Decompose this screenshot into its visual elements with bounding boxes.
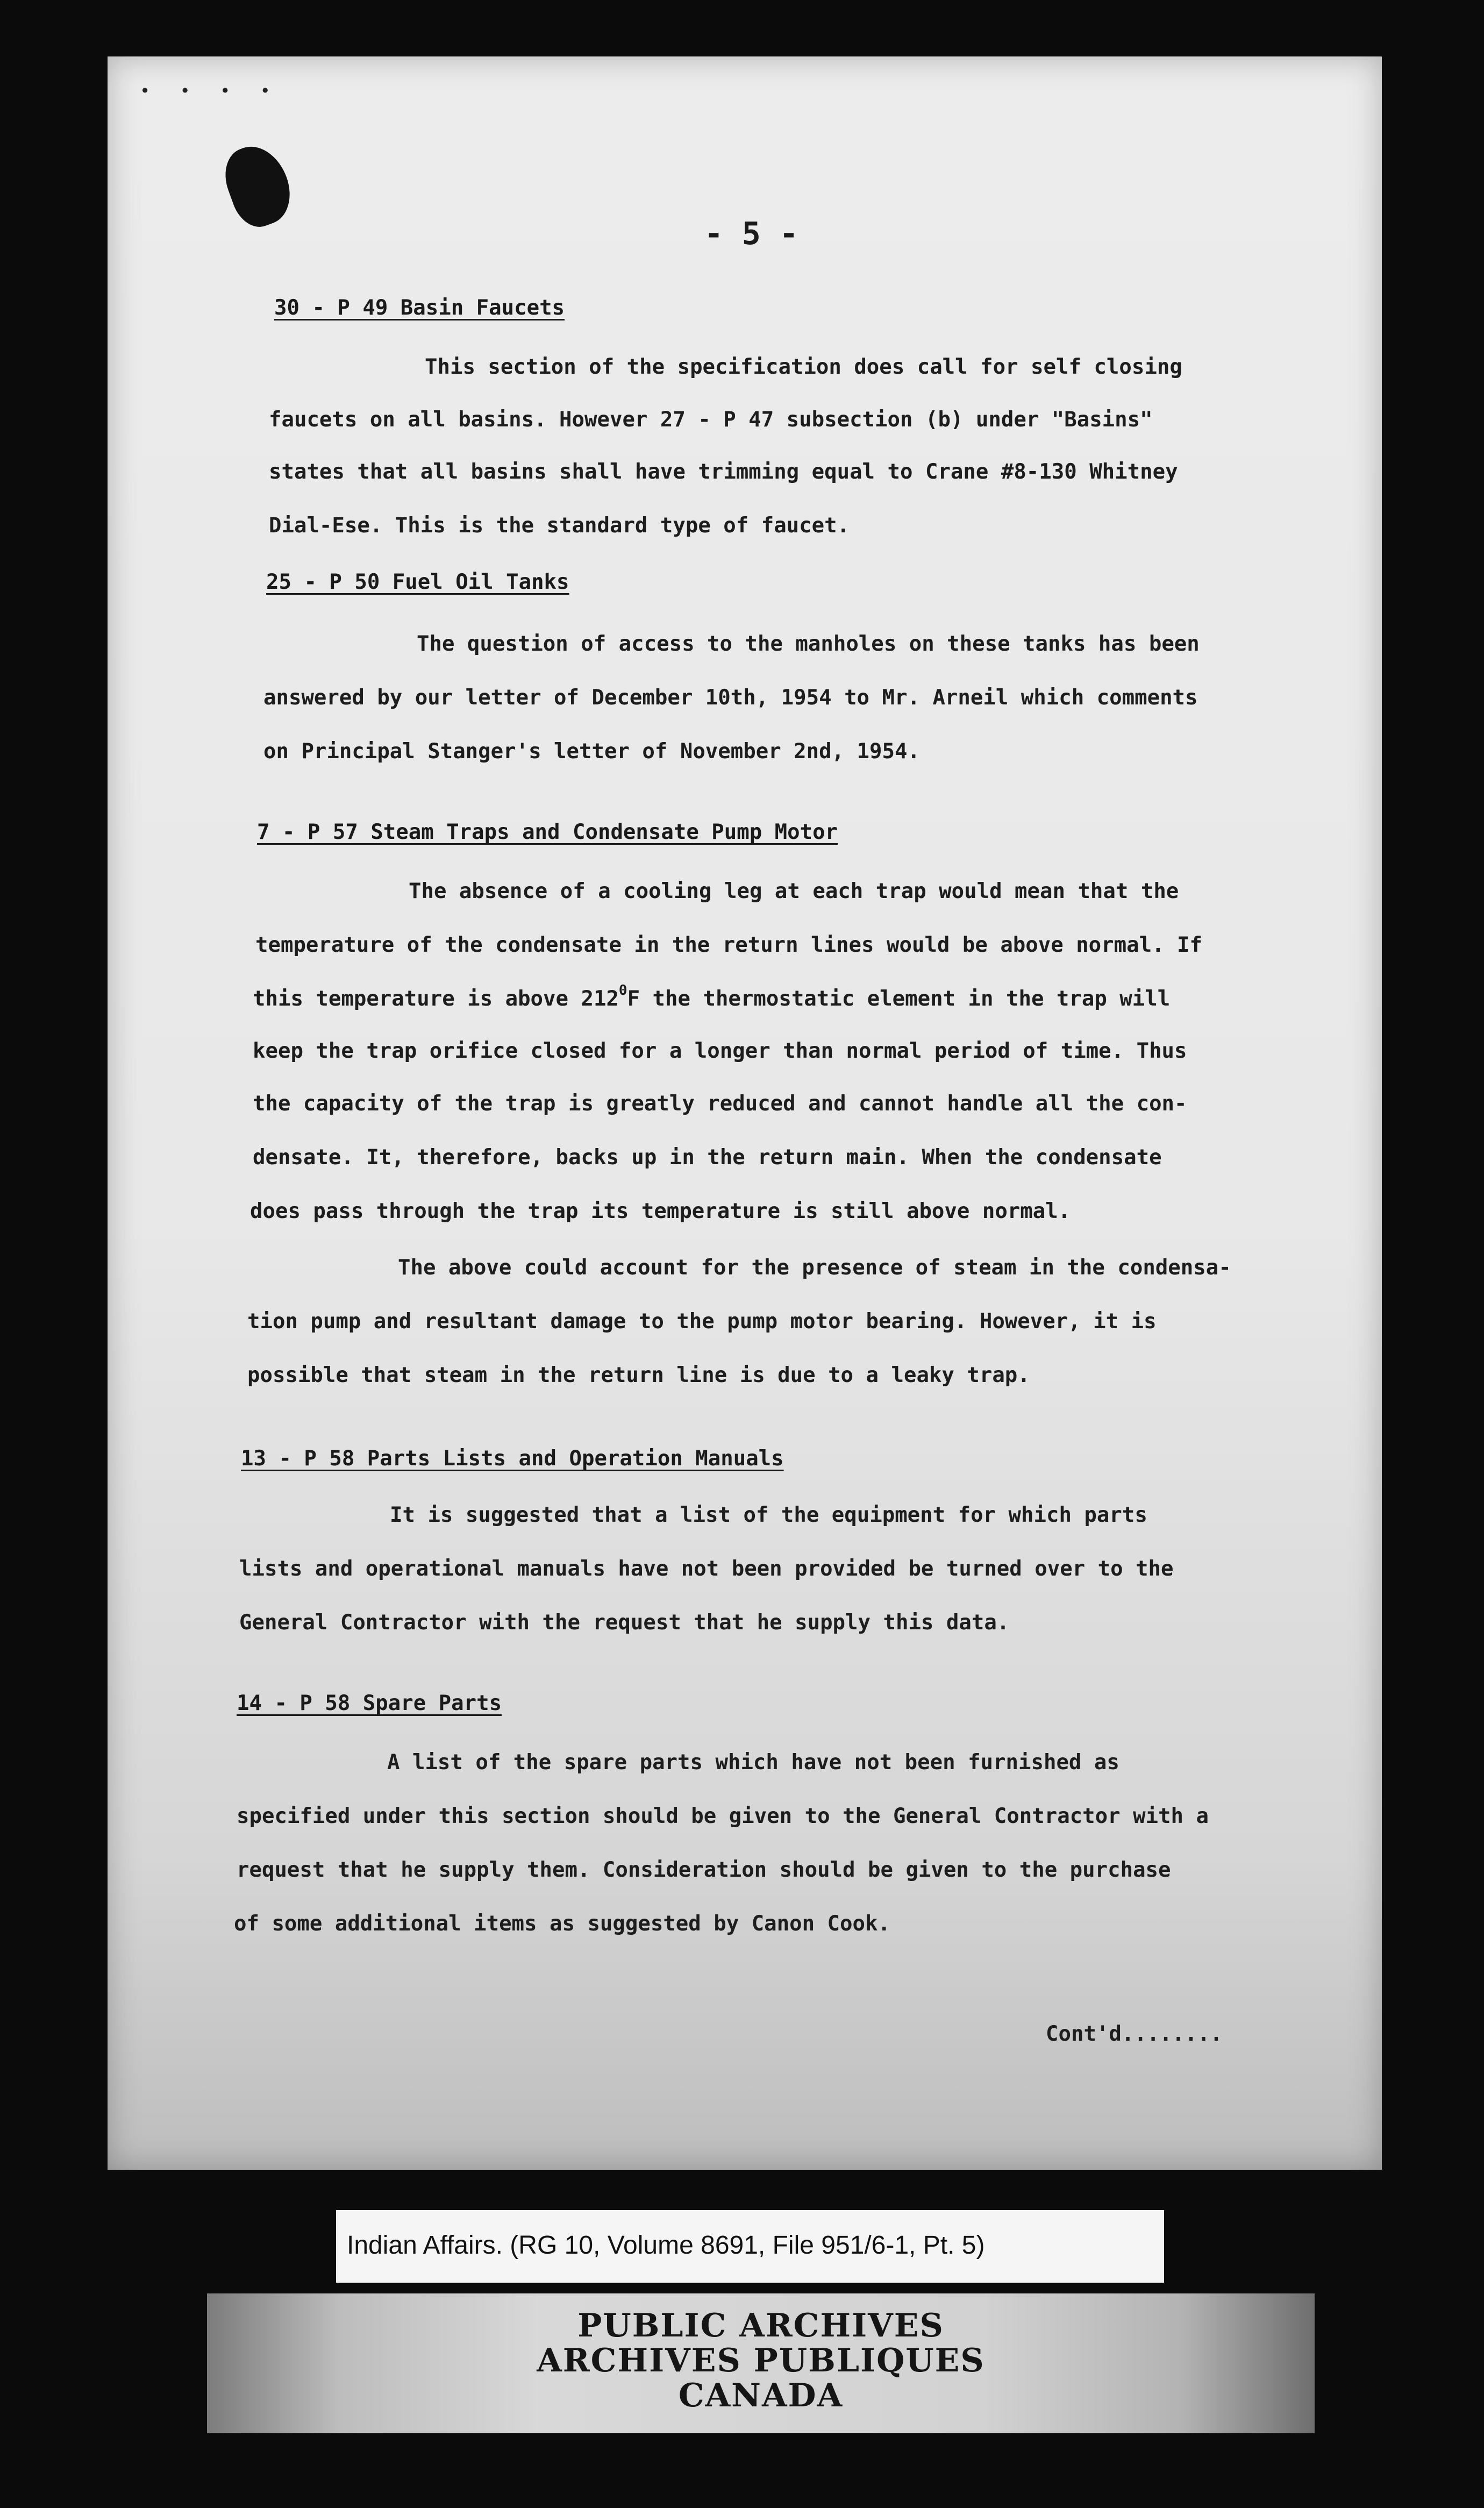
text-line: This section of the specification does call for self closing <box>425 355 1182 379</box>
section-heading-parts-lists: 13 - P 58 Parts Lists and Operation Manuals <box>241 1447 784 1471</box>
text-line: answered by our letter of December 10th, 1954 to Mr. Arneil which comments <box>263 686 1198 710</box>
text-line: The absence of a cooling leg at each trap would mean that the <box>409 879 1179 903</box>
archive-caption: Indian Affairs. (RG 10, Volume 8691, File 951/6-1, Pt. 5) <box>347 2231 985 2260</box>
text-line: states that all basins shall have trimming equal to Crane #8-130 Whitney <box>269 460 1178 484</box>
text-line: on Principal Stanger's letter of November 2nd, 1954. <box>263 739 920 764</box>
text-line: It is suggested that a list of the equipment for which parts <box>390 1503 1147 1527</box>
text-line: keep the trap orifice closed for a longer than normal period of time. Thus <box>253 1039 1187 1063</box>
text-line: temperature of the condensate in the return lines would be above normal. If <box>255 933 1202 957</box>
stamp-line: CANADA <box>678 2377 844 2414</box>
edge-marks: • • • • <box>140 81 280 101</box>
text-line: General Contractor with the request that he supply this data. <box>239 1611 1010 1635</box>
text-line: The question of access to the manholes on these tanks has been <box>417 632 1200 656</box>
section-heading-spare-parts: 14 - P 58 Spare Parts <box>237 1691 502 1715</box>
page-number: - 5 - <box>704 215 798 252</box>
text-line: request that he supply them. Consideration should be given to the purchase <box>237 1858 1171 1882</box>
text-line: specified under this section should be given to the General Contractor with a <box>237 1804 1209 1828</box>
text-line: Dial-Ese. This is the standard type of faucet. <box>269 514 850 538</box>
text-line: The above could account for the presence of steam in the condensa- <box>398 1256 1231 1280</box>
text-line: of some additional items as suggested by Canon Cook. <box>234 1912 890 1936</box>
text-line: the capacity of the trap is greatly reduced and cannot handle all the con- <box>253 1092 1187 1116</box>
text-line <box>253 982 1171 1011</box>
section-heading-steam-traps: 7 - P 57 Steam Traps and Condensate Pump Motor <box>257 820 838 844</box>
text-line: lists and operational manuals have not been provided be turned over to the <box>239 1557 1174 1581</box>
text-line: densate. It, therefore, backs up in the return main. When the condensate <box>253 1145 1162 1170</box>
text-line: tion pump and resultant damage to the pump motor bearing. However, it is <box>247 1309 1157 1334</box>
text-line: A list of the spare parts which have not been furnished as <box>387 1750 1119 1775</box>
text-line: does pass through the trap its temperature is still above normal. <box>250 1199 1071 1223</box>
continued-note: Cont'd........ <box>1046 2022 1223 2046</box>
text-line: faucets on all basins. However 27 - P 47 subsection (b) under "Basins" <box>269 408 1153 432</box>
degree-mark: 0 <box>618 982 627 999</box>
section-heading-basin-faucets: 30 - P 49 Basin Faucets <box>274 296 565 320</box>
text-segment: F the thermostatic element in the trap will <box>627 987 1171 1011</box>
text-line: possible that steam in the return line is due to a leaky trap. <box>247 1363 1030 1387</box>
stamp-line: PUBLIC ARCHIVES <box>577 2307 944 2345</box>
section-heading-fuel-oil-tanks: 25 - P 50 Fuel Oil Tanks <box>266 570 569 594</box>
stamp-line: ARCHIVES PUBLIQUES <box>537 2342 985 2379</box>
text-segment: this temperature is above 212 <box>253 987 619 1011</box>
